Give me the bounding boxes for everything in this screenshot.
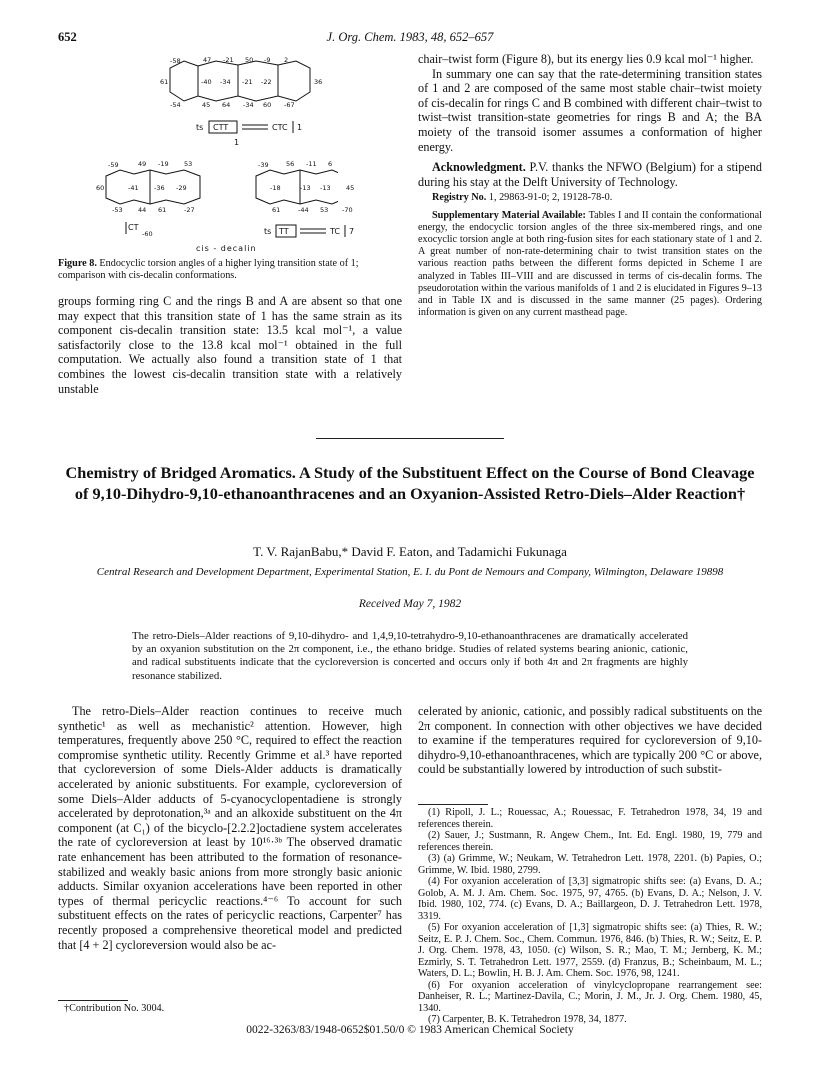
top-angle: -22 (261, 78, 272, 86)
svg-text:-44: -44 (298, 206, 309, 214)
svg-text:-11: -11 (306, 160, 317, 168)
top-angle: -34 (220, 78, 231, 86)
svg-text:ts: ts (264, 227, 272, 236)
page-number: 652 (58, 30, 77, 44)
top-angle: 61 (160, 78, 169, 86)
top-angle: 36 (314, 78, 323, 86)
top-angle: 47 (203, 56, 212, 64)
top-angle: -9 (264, 56, 271, 64)
page-footer: 0022-3263/83/1948-0652$01.50/0 © 1983 American Chemical Society (246, 1024, 574, 1036)
footnote: (5) For oxyanion acceleration of [1,3] sigmatropic shifts see: (a) Thies, R. W.; Seitz, E. P. J. Chem. Soc., Chem. Commun. 1976, 846. (b) Thies, R. W.; Seitz, E. P. J. Org. Chem. 1978, 43, 1050. (c) Wilson, S. R.; Mao, T. M.; Jernberg, K. M.; Ezmirly, S. T. Tetrahedron Lett. 1977, 2559. (d) Franzus, B.; Scheinbaum, M. L.; Waters, D. L.; Bowlin, H. B. J. Am. Chem. Soc. 1976, 98, 1241. (418, 922, 762, 979)
svg-text:6: 6 (328, 160, 333, 168)
top-angle: 64 (222, 101, 231, 109)
paragraph: chair–twist form (Figure 8), but its energy lies 0.9 kcal mol⁻¹ higher. (418, 52, 754, 66)
svg-text:TC: TC (330, 227, 341, 236)
footnote-rule-right (418, 804, 488, 805)
footnote: (6) For oxyanion acceleration of vinylcyclopropane rearrangement see: Danheiser, R. L.; Martinez-Davila, C.; Morin, J. M., Jr. J. Org. Chem. 1980, 45, 1340. (418, 979, 762, 1014)
acknowledgment: Acknowledgment. P.V. thanks the NFWO (Belgium) for a stipend during his stay at the Delft University of Technology. (418, 160, 763, 189)
svg-text:TT: TT (279, 227, 289, 236)
top-angle: -40 (201, 78, 212, 86)
svg-text:-39: -39 (258, 161, 269, 169)
supplementary-material: Supplementary Material Available: Tables I and II contain the conformational energy, the endocyclic torsion angles of the three six-membered rings, and one exocyclic torsion angle at both ring-fusion sites for each stationary state of 1 and 2. A great number of non-rate-determining chair to twist transition states on the various reaction paths between the different forms depicted in Scheme I are analyzed in Tables III–VIII and are discussed in terms of cis-decalin forms. The pseudorotation within the various manifolds of 1 and 2 is elucidated in Figures 9–13 and in Table IX and is discussed in the same manner (25 pages). Ordering information is given on any current masthead page. (418, 209, 762, 319)
running-header: J. Org. Chem. 1983, 48, 652–657 (326, 30, 494, 44)
footnote: (2) Sauer, J.; Sustmann, R. Angew Chem., Int. Ed. Engl. 1980, 19, 779 and references therein. (418, 830, 762, 853)
top-angle: -58 (170, 57, 181, 65)
article-affiliation: Central Research and Development Department, Experimental Station, E. I. du Pont de Nemours and Company, Wilmington, Delaware 19898 (96, 566, 724, 578)
left-column-text: groups forming ring C and the rings B and A are absent so that one may expect that this transition state of 1 has the same strain as its component cis-decalin transition state: 13.5 kcal mol⁻¹, a value satisfactorily close to the 13.8 kcal mol⁻¹ obtained in the full computation. We actually also found a transition state of 1 that combines the lowest cis-decalin transition state with a relatively unstable (58, 294, 402, 396)
svg-text:-19: -19 (158, 160, 169, 168)
svg-text:56: 56 (286, 160, 295, 168)
svg-text:CTT: CTT (213, 123, 229, 132)
left-structure (96, 160, 200, 238)
footnote-rule-left (58, 1000, 128, 1001)
svg-text:61: 61 (158, 206, 167, 214)
dagger-footnote: †Contribution No. 3004. (64, 1003, 165, 1014)
top-angle: 2 (284, 56, 289, 64)
abstract: The retro-Diels–Alder reactions of 9,10-dihydro- and 1,4,9,10-tetrahydro-9,10-ethanoanthracenes are dramatically accelerated by an oxyanion substitution on the 2π component, i.e., the ethano bridge. Studies of related systems bearing anionic, cationic, and radical substituents indicate that the cycloreversion is concerted and occurs only if both 4π and 2π fragments are highly resonance stabilized. (132, 630, 688, 682)
top-angle: -54 (170, 101, 181, 109)
svg-text:44: 44 (138, 206, 147, 214)
svg-text:45: 45 (346, 184, 355, 192)
top-angle: -34 (243, 101, 254, 109)
svg-text:7: 7 (349, 227, 355, 236)
top-angle: -67 (284, 101, 295, 109)
body-left-column: The retro-Diels–Alder reaction continues to receive much synthetic¹ as well as mechanistic² attention. However, high temperatures, frequently above 250 °C, required to effect the reaction compromise synthetic utility. Recently Grimme et al.³ have reported that cycloreversion of some Diels-Alder adducts is dramatically accelerated by anionic substituents. For example, cycloreversion of some Diels–Alder adducts of 5-cyanocyclopentadiene is strongly accelerated by deprotonation,³ᵃ and an alkoxide substituent on the 4π component (at C₁) of the bicyclo-[2.2.2]octadiene system accelerates the rate of cycloreversion at least by 10¹⁶·³ᵇ The observed dramatic rate enhancement has been attributed to the formation of resonance-stabilized and weakly basic anions from more strongly basic anionic adducts. Similar oxyanion accelerations have been reported in other types of thermal pericyclic reactions.⁴⁻⁶ To account for such substituent effects on the rates of pericyclic reactions, Carpenter⁷ has recently proposed a comprehensive theoretical model and predicted that [4 + 2] cycloreversion would also be ac- (58, 704, 402, 952)
svg-text:53: 53 (184, 160, 193, 168)
footnote: (7) Carpenter, B. K. Tetrahedron 1978, 34, 1877. (428, 1014, 627, 1025)
svg-text:-13: -13 (300, 184, 311, 192)
top-angle: 45 (202, 101, 211, 109)
figure-8-right-labels (250, 160, 400, 240)
svg-text:53: 53 (320, 206, 329, 214)
top-angle: 50 (245, 56, 254, 64)
received-date: Received May 7, 1982 (358, 598, 462, 610)
footnote: (1) Ripoll, J. L.; Rouessac, A.; Rouessac, F. Tetrahedron 1978, 34, 19 and references therein. (418, 807, 762, 830)
footnote: (4) For oxyanion acceleration of [3,3] sigmatropic shifts see: (a) Evans, D. A.; Golob, A. M. J. Am. Chem. Soc. 1975, 97, 4765. (b) Evans, D. A.; Nelson, J. V. Ibid. 1980, 102, 774. (c) Evans, D. A.; Baillargeon, D. J. Tetrahedron Lett. 1978, 3319. (418, 876, 762, 922)
article-authors: T. V. RajanBabu,* David F. Eaton, and Tadamichi Fukunaga (253, 544, 567, 559)
svg-text:-13: -13 (320, 184, 331, 192)
svg-text:61: 61 (272, 206, 281, 214)
svg-text:-41: -41 (128, 184, 139, 192)
svg-text:-70: -70 (342, 206, 353, 214)
footnote: (3) (a) Grimme, W.; Neukam, W. Tetrahedron Lett. 1978, 2201. (b) Papies, O.; Grimme, W. Ibid. 1980, 2799. (418, 853, 762, 876)
figure-caption-label: Figure 8. (58, 258, 97, 269)
svg-text:-60: -60 (142, 230, 153, 238)
svg-text:60: 60 (96, 184, 105, 192)
right-column-top (418, 52, 762, 319)
top-angle: 60 (263, 101, 272, 109)
svg-text:49: 49 (138, 160, 147, 168)
svg-text:1: 1 (297, 123, 303, 132)
registry: Registry No. 1, 29863-91-0; 2, 19128-78-0. (432, 192, 613, 204)
svg-text:ts: ts (196, 123, 204, 132)
paragraph: In summary one can say that the rate-determining transition states of 1 and 2 are composed of the same most stable chair–twist moiety of cis-decalin for rings C and B combined with different chair–twist to twist–twist transition-state geometries for rings B and A; the BA moiety of the transoid isomer assumes a conformation of higher energy. (418, 66, 762, 154)
svg-text:-36: -36 (154, 184, 165, 192)
body-right-column: celerated by anionic, cationic, and possibly radical substituents on the 2π component. In connection with other objectives we have decided to examine if the temperatures required for cycloreversion of 9,10-dihydro-9,10-ethanoanthracenes, which are typically 200 °C or above, could be substantially lowered by introduction of such substit- (418, 704, 762, 777)
figure-caption (58, 258, 402, 283)
svg-text:CT: CT (128, 223, 139, 232)
top-structure (160, 56, 322, 147)
footnotes (418, 807, 762, 1026)
svg-text:-29: -29 (176, 184, 187, 192)
svg-text:CTC: CTC (272, 123, 288, 132)
svg-text:-53: -53 (112, 206, 123, 214)
svg-text:-18: -18 (270, 184, 281, 192)
top-angle: -21 (223, 56, 234, 64)
figure-sub-caption: cis - decalin (196, 244, 257, 253)
svg-text:-27: -27 (184, 206, 195, 214)
article-title: Chemistry of Bridged Aromatics. A Study of the Substituent Effect on the Course of Bond Cleavage of 9,10-Dihydro-9,10-ethanoanthracenes and an Oxyanion-Assisted Retro-Diels–Alder Reaction† (65, 463, 755, 503)
figure-caption-text: Endocyclic torsion angles of a higher lying transition state of 1; comparison with cis-decalin conformations. (58, 258, 359, 282)
top-angle: -21 (242, 78, 253, 86)
svg-text:1: 1 (234, 138, 240, 147)
svg-text:-59: -59 (108, 161, 119, 169)
article-separator (316, 438, 504, 439)
